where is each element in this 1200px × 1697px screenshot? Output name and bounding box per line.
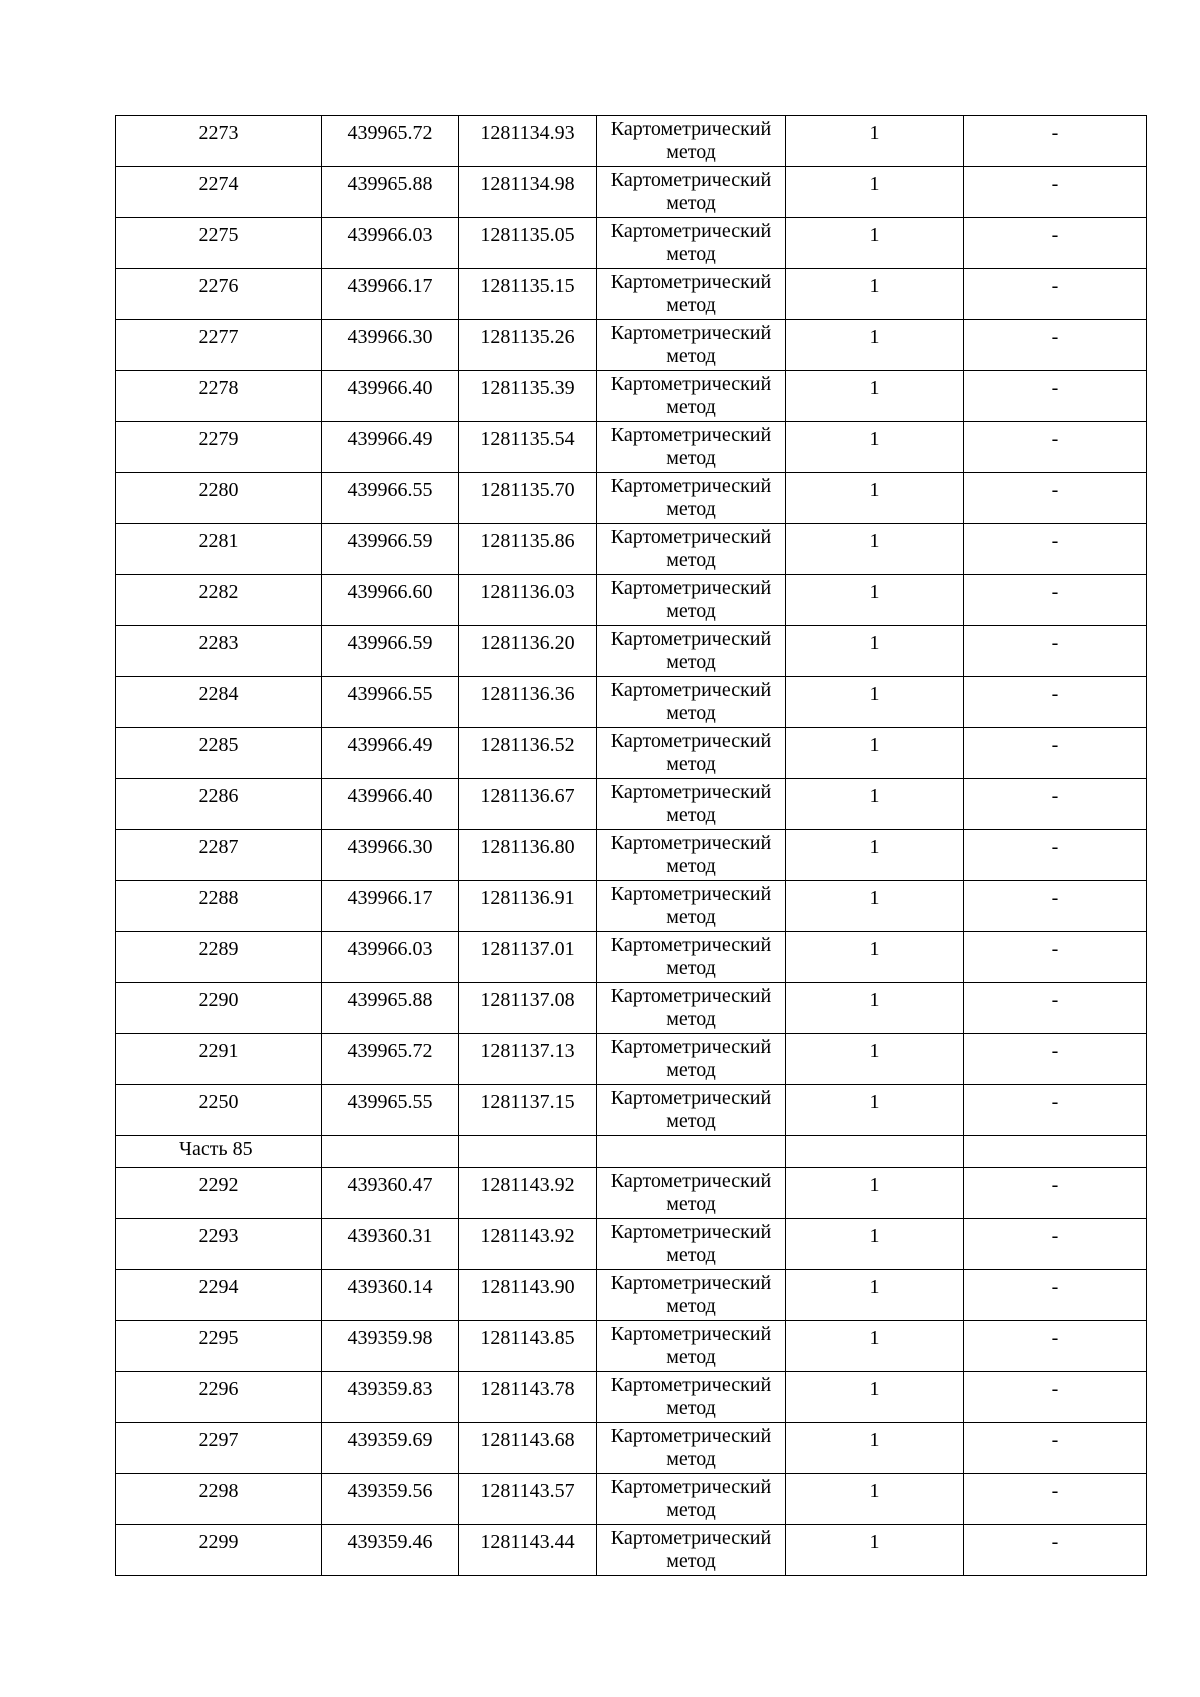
point-number-cell: 2290 [116, 983, 322, 1034]
method-cell [597, 677, 786, 728]
method-line-2: метод [666, 1008, 716, 1030]
method-line-2: метод [666, 1448, 716, 1470]
point-number-cell: 2281 [116, 524, 322, 575]
point-number-cell: 2276 [116, 269, 322, 320]
note-cell: - [964, 218, 1147, 269]
note-cell: - [964, 1034, 1147, 1085]
point-number-cell: 2282 [116, 575, 322, 626]
accuracy-cell: 1 [786, 1168, 964, 1219]
y-coordinate-cell: 1281135.39 [459, 371, 597, 422]
method-cell [597, 983, 786, 1034]
empty-cell [786, 1136, 964, 1168]
note-cell: - [964, 371, 1147, 422]
method-line-2: метод [666, 498, 716, 520]
method-line-1: Картометрический [610, 883, 772, 905]
method-line-2: метод [666, 600, 716, 622]
accuracy-cell: 1 [786, 677, 964, 728]
method-line-1: Картометрический [610, 220, 772, 242]
y-coordinate-cell: 1281143.90 [459, 1270, 597, 1321]
table-row [116, 320, 1147, 371]
point-number-cell: 2273 [116, 116, 322, 167]
method-cell [597, 167, 786, 218]
accuracy-cell: 1 [786, 1270, 964, 1321]
y-coordinate-cell: 1281143.68 [459, 1423, 597, 1474]
note-cell: - [964, 1085, 1147, 1136]
x-coordinate-cell: 439965.72 [322, 116, 459, 167]
method-line-1: Картометрический [610, 628, 772, 650]
y-coordinate-cell: 1281137.08 [459, 983, 597, 1034]
note-cell: - [964, 1474, 1147, 1525]
x-coordinate-cell: 439966.03 [322, 932, 459, 983]
note-cell: - [964, 779, 1147, 830]
y-coordinate-cell: 1281136.36 [459, 677, 597, 728]
method-line-1: Картометрический [610, 1527, 772, 1549]
method-line-1: Картометрический [610, 985, 772, 1007]
point-number-cell: 2277 [116, 320, 322, 371]
accuracy-cell: 1 [786, 116, 964, 167]
method-line-1: Картометрический [610, 1170, 772, 1192]
note-cell: - [964, 830, 1147, 881]
method-cell [597, 881, 786, 932]
point-number-cell: 2274 [116, 167, 322, 218]
method-line-2: метод [666, 957, 716, 979]
x-coordinate-cell: 439359.56 [322, 1474, 459, 1525]
accuracy-cell: 1 [786, 728, 964, 779]
y-coordinate-cell: 1281136.80 [459, 830, 597, 881]
note-cell: - [964, 1372, 1147, 1423]
table-row [116, 728, 1147, 779]
y-coordinate-cell: 1281143.57 [459, 1474, 597, 1525]
point-number-cell: 2288 [116, 881, 322, 932]
accuracy-cell: 1 [786, 167, 964, 218]
method-cell [597, 779, 786, 830]
point-number-cell: 2296 [116, 1372, 322, 1423]
method-line-1: Картометрический [610, 322, 772, 344]
point-number-cell: 2291 [116, 1034, 322, 1085]
y-coordinate-cell: 1281143.85 [459, 1321, 597, 1372]
accuracy-cell: 1 [786, 1423, 964, 1474]
note-cell: - [964, 728, 1147, 779]
note-cell: - [964, 932, 1147, 983]
x-coordinate-cell: 439966.03 [322, 218, 459, 269]
accuracy-cell: 1 [786, 1219, 964, 1270]
method-line-2: метод [666, 549, 716, 571]
accuracy-cell: 1 [786, 779, 964, 830]
table-row [116, 983, 1147, 1034]
table-row [116, 422, 1147, 473]
y-coordinate-cell: 1281135.05 [459, 218, 597, 269]
note-cell: - [964, 1423, 1147, 1474]
table-row [116, 932, 1147, 983]
x-coordinate-cell: 439965.88 [322, 983, 459, 1034]
point-number-cell: 2292 [116, 1168, 322, 1219]
method-line-2: метод [666, 855, 716, 877]
table-row [116, 269, 1147, 320]
method-cell [597, 1085, 786, 1136]
table-body [116, 116, 1147, 1576]
method-line-2: метод [666, 1295, 716, 1317]
accuracy-cell: 1 [786, 626, 964, 677]
point-number-cell: 2275 [116, 218, 322, 269]
accuracy-cell: 1 [786, 932, 964, 983]
table-row [116, 371, 1147, 422]
method-cell [597, 728, 786, 779]
accuracy-cell: 1 [786, 1474, 964, 1525]
method-cell [597, 1219, 786, 1270]
accuracy-cell: 1 [786, 473, 964, 524]
method-line-2: метод [666, 447, 716, 469]
method-line-1: Картометрический [610, 730, 772, 752]
note-cell: - [964, 1219, 1147, 1270]
y-coordinate-cell: 1281134.98 [459, 167, 597, 218]
method-line-2: метод [666, 243, 716, 265]
table-row [116, 524, 1147, 575]
table-row [116, 116, 1147, 167]
note-cell: - [964, 116, 1147, 167]
method-line-1: Картометрический [610, 1087, 772, 1109]
y-coordinate-cell: 1281135.86 [459, 524, 597, 575]
accuracy-cell: 1 [786, 269, 964, 320]
method-line-2: метод [666, 1499, 716, 1521]
y-coordinate-cell: 1281135.15 [459, 269, 597, 320]
table-row [116, 1372, 1147, 1423]
point-number-cell: 2250 [116, 1085, 322, 1136]
accuracy-cell: 1 [786, 881, 964, 932]
table-row [116, 830, 1147, 881]
y-coordinate-cell: 1281135.26 [459, 320, 597, 371]
note-cell: - [964, 320, 1147, 371]
x-coordinate-cell: 439965.72 [322, 1034, 459, 1085]
note-cell: - [964, 524, 1147, 575]
method-line-2: метод [666, 1346, 716, 1368]
method-line-1: Картометрический [610, 679, 772, 701]
accuracy-cell: 1 [786, 1525, 964, 1576]
note-cell: - [964, 473, 1147, 524]
x-coordinate-cell: 439359.46 [322, 1525, 459, 1576]
method-line-2: метод [666, 702, 716, 724]
y-coordinate-cell: 1281143.78 [459, 1372, 597, 1423]
point-number-cell: 2285 [116, 728, 322, 779]
note-cell: - [964, 881, 1147, 932]
note-cell: - [964, 1525, 1147, 1576]
method-line-2: метод [666, 804, 716, 826]
method-line-2: метод [666, 396, 716, 418]
method-cell [597, 1372, 786, 1423]
y-coordinate-cell: 1281135.54 [459, 422, 597, 473]
section-row [116, 1136, 1147, 1168]
point-number-cell: 2280 [116, 473, 322, 524]
note-cell: - [964, 269, 1147, 320]
method-line-1: Картометрический [610, 1221, 772, 1243]
note-cell: - [964, 167, 1147, 218]
method-cell [597, 1321, 786, 1372]
table-row [116, 779, 1147, 830]
y-coordinate-cell: 1281134.93 [459, 116, 597, 167]
x-coordinate-cell: 439966.30 [322, 830, 459, 881]
method-line-2: метод [666, 651, 716, 673]
table-row [116, 1085, 1147, 1136]
note-cell: - [964, 1321, 1147, 1372]
x-coordinate-cell: 439966.49 [322, 728, 459, 779]
point-number-cell: 2294 [116, 1270, 322, 1321]
accuracy-cell: 1 [786, 1034, 964, 1085]
empty-cell [459, 1136, 597, 1168]
y-coordinate-cell: 1281143.44 [459, 1525, 597, 1576]
coordinates-table [115, 115, 1147, 1576]
point-number-cell: 2278 [116, 371, 322, 422]
method-cell [597, 473, 786, 524]
method-line-2: метод [666, 1397, 716, 1419]
note-cell: - [964, 626, 1147, 677]
x-coordinate-cell: 439966.30 [322, 320, 459, 371]
table-row [116, 1034, 1147, 1085]
table-row [116, 1219, 1147, 1270]
empty-cell [964, 1136, 1147, 1168]
point-number-cell: 2283 [116, 626, 322, 677]
x-coordinate-cell: 439966.60 [322, 575, 459, 626]
y-coordinate-cell: 1281136.03 [459, 575, 597, 626]
method-line-1: Картометрический [610, 1272, 772, 1294]
table-row [116, 1270, 1147, 1321]
y-coordinate-cell: 1281143.92 [459, 1168, 597, 1219]
method-line-1: Картометрический [610, 1374, 772, 1396]
accuracy-cell: 1 [786, 983, 964, 1034]
empty-cell [322, 1136, 459, 1168]
table-row [116, 677, 1147, 728]
x-coordinate-cell: 439965.88 [322, 167, 459, 218]
accuracy-cell: 1 [786, 575, 964, 626]
method-cell [597, 422, 786, 473]
method-line-2: метод [666, 294, 716, 316]
method-line-2: метод [666, 1059, 716, 1081]
method-cell [597, 626, 786, 677]
point-number-cell: 2298 [116, 1474, 322, 1525]
y-coordinate-cell: 1281137.01 [459, 932, 597, 983]
section-label: Часть 85 [116, 1136, 322, 1168]
method-cell [597, 371, 786, 422]
y-coordinate-cell: 1281137.15 [459, 1085, 597, 1136]
table-row [116, 881, 1147, 932]
accuracy-cell: 1 [786, 422, 964, 473]
y-coordinate-cell: 1281143.92 [459, 1219, 597, 1270]
point-number-cell: 2299 [116, 1525, 322, 1576]
accuracy-cell: 1 [786, 524, 964, 575]
x-coordinate-cell: 439965.55 [322, 1085, 459, 1136]
method-line-2: метод [666, 753, 716, 775]
point-number-cell: 2287 [116, 830, 322, 881]
table-row [116, 218, 1147, 269]
table-row [116, 1525, 1147, 1576]
x-coordinate-cell: 439360.14 [322, 1270, 459, 1321]
accuracy-cell: 1 [786, 1372, 964, 1423]
method-line-1: Картометрический [610, 373, 772, 395]
method-cell [597, 1168, 786, 1219]
method-line-2: метод [666, 1193, 716, 1215]
method-line-1: Картометрический [610, 832, 772, 854]
method-cell [597, 524, 786, 575]
method-line-1: Картометрический [610, 424, 772, 446]
method-line-2: метод [666, 141, 716, 163]
method-line-1: Картометрический [610, 1323, 772, 1345]
accuracy-cell: 1 [786, 320, 964, 371]
accuracy-cell: 1 [786, 1321, 964, 1372]
y-coordinate-cell: 1281136.20 [459, 626, 597, 677]
accuracy-cell: 1 [786, 830, 964, 881]
method-cell [597, 320, 786, 371]
accuracy-cell: 1 [786, 371, 964, 422]
x-coordinate-cell: 439966.49 [322, 422, 459, 473]
method-line-2: метод [666, 1110, 716, 1132]
method-line-1: Картометрический [610, 577, 772, 599]
point-number-cell: 2279 [116, 422, 322, 473]
x-coordinate-cell: 439966.40 [322, 371, 459, 422]
table-row [116, 626, 1147, 677]
method-line-2: метод [666, 345, 716, 367]
method-line-1: Картометрический [610, 1476, 772, 1498]
x-coordinate-cell: 439966.55 [322, 677, 459, 728]
method-line-2: метод [666, 192, 716, 214]
method-line-2: метод [666, 1244, 716, 1266]
table-row [116, 1423, 1147, 1474]
table-row [116, 473, 1147, 524]
point-number-cell: 2289 [116, 932, 322, 983]
method-line-2: метод [666, 1550, 716, 1572]
method-line-1: Картометрический [610, 781, 772, 803]
table-row [116, 1168, 1147, 1219]
method-cell [597, 830, 786, 881]
accuracy-cell: 1 [786, 218, 964, 269]
method-line-1: Картометрический [610, 1036, 772, 1058]
note-cell: - [964, 677, 1147, 728]
method-line-1: Картометрический [610, 271, 772, 293]
method-cell [597, 1423, 786, 1474]
method-cell [597, 1525, 786, 1576]
method-cell [597, 932, 786, 983]
method-line-1: Картометрический [610, 526, 772, 548]
table-row [116, 1321, 1147, 1372]
method-cell [597, 575, 786, 626]
table-row [116, 575, 1147, 626]
x-coordinate-cell: 439359.83 [322, 1372, 459, 1423]
method-cell [597, 269, 786, 320]
y-coordinate-cell: 1281136.67 [459, 779, 597, 830]
x-coordinate-cell: 439966.59 [322, 626, 459, 677]
empty-cell [597, 1136, 786, 1168]
y-coordinate-cell: 1281136.52 [459, 728, 597, 779]
x-coordinate-cell: 439966.17 [322, 269, 459, 320]
method-cell [597, 1034, 786, 1085]
x-coordinate-cell: 439360.31 [322, 1219, 459, 1270]
method-cell [597, 1270, 786, 1321]
note-cell: - [964, 422, 1147, 473]
method-line-1: Картометрический [610, 1425, 772, 1447]
x-coordinate-cell: 439966.17 [322, 881, 459, 932]
y-coordinate-cell: 1281137.13 [459, 1034, 597, 1085]
y-coordinate-cell: 1281135.70 [459, 473, 597, 524]
method-line-2: метод [666, 906, 716, 928]
method-cell [597, 1474, 786, 1525]
y-coordinate-cell: 1281136.91 [459, 881, 597, 932]
method-cell [597, 218, 786, 269]
accuracy-cell: 1 [786, 1085, 964, 1136]
note-cell: - [964, 575, 1147, 626]
table-row [116, 1474, 1147, 1525]
x-coordinate-cell: 439966.40 [322, 779, 459, 830]
table-row [116, 167, 1147, 218]
method-cell [597, 116, 786, 167]
method-line-1: Картометрический [610, 169, 772, 191]
x-coordinate-cell: 439360.47 [322, 1168, 459, 1219]
x-coordinate-cell: 439966.55 [322, 473, 459, 524]
point-number-cell: 2286 [116, 779, 322, 830]
point-number-cell: 2293 [116, 1219, 322, 1270]
note-cell: - [964, 1168, 1147, 1219]
method-line-1: Картометрический [610, 934, 772, 956]
point-number-cell: 2284 [116, 677, 322, 728]
method-line-1: Картометрический [610, 118, 772, 140]
note-cell: - [964, 1270, 1147, 1321]
x-coordinate-cell: 439359.69 [322, 1423, 459, 1474]
note-cell: - [964, 983, 1147, 1034]
x-coordinate-cell: 439359.98 [322, 1321, 459, 1372]
method-line-1: Картометрический [610, 475, 772, 497]
x-coordinate-cell: 439966.59 [322, 524, 459, 575]
point-number-cell: 2297 [116, 1423, 322, 1474]
point-number-cell: 2295 [116, 1321, 322, 1372]
